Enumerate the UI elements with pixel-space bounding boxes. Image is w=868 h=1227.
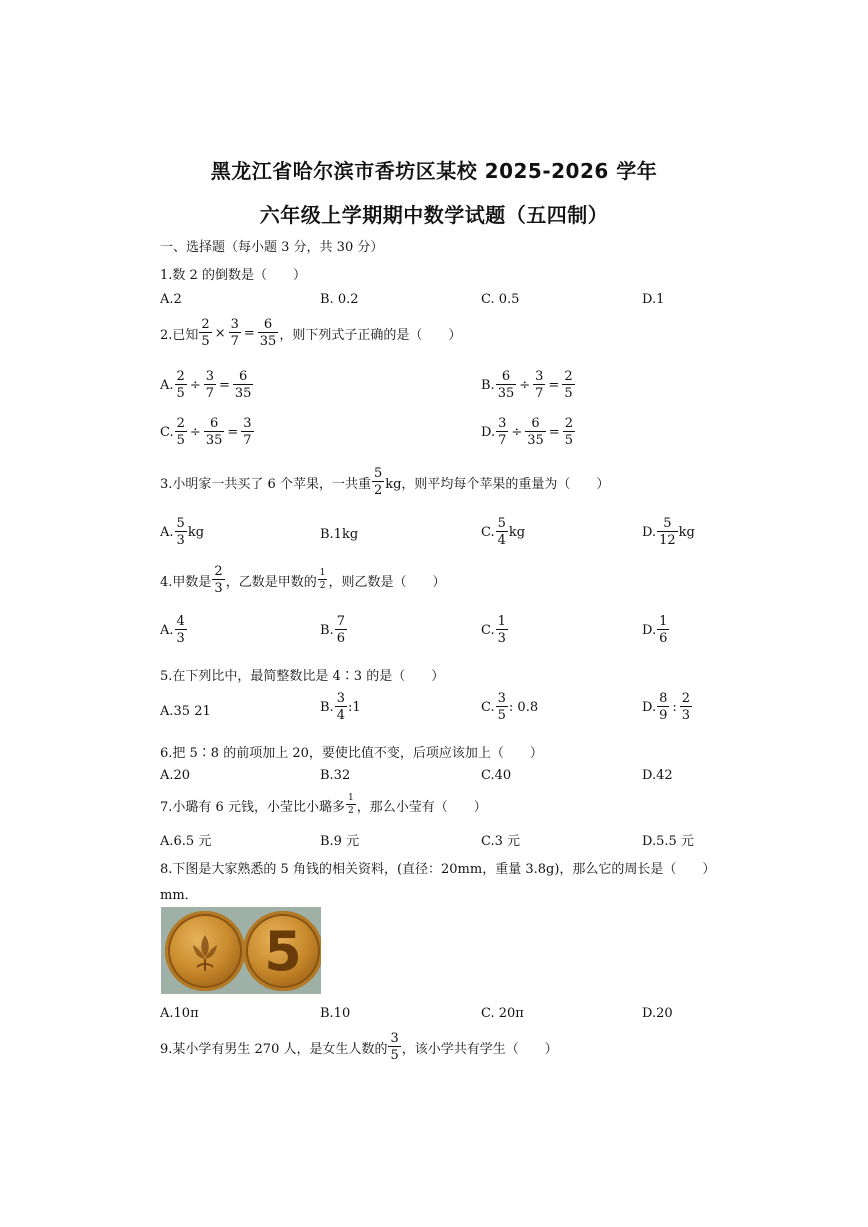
exam-title-line1: 黑龙江省哈尔滨市香坊区某校 2025-2026 学年: [210, 159, 658, 183]
question-5-option-b: B. $\frac{3}{4}$ :1: [320, 691, 361, 723]
question-8-option-b: B.10: [320, 1006, 351, 1021]
question-1-option-c: C. 0.5: [481, 292, 520, 307]
coin-back-denomination: [243, 911, 321, 991]
question-8-option-a: A.10π: [160, 1006, 199, 1021]
fraction: $\frac{3}{7}$: [230, 317, 239, 349]
coin-denomination-digit: 5: [264, 919, 302, 983]
question-4-option-a: A. $\frac{4}{3}$: [160, 614, 185, 646]
question-3-option-a: A. $\frac{5}{3}$ kg: [160, 516, 205, 548]
question-5-option-c: C. $\frac{3}{5}$ : 0.8: [481, 691, 539, 723]
question-8-option-c: C. 20π: [481, 1006, 524, 1021]
coin-front-lotus: [165, 911, 245, 991]
question-7-option-c: C.3 元: [481, 834, 521, 849]
question-1-option-d: D.1: [642, 292, 665, 307]
question-7-option-a: A.6.5 元: [160, 834, 212, 849]
question-9-stem: 9.某小学有男生 270 人，是女生人数的 $\frac{3}{5}$ ，该小学共有学生（ ）: [160, 1031, 558, 1063]
question-7-stem: 7.小璐有 6 元钱，小莹比小璐多 $\frac{1}{2}$ ，那么小莹有（ ）: [160, 793, 487, 816]
question-2-option-b: B. $\frac{6}{35}$ ÷ $\frac{3}{7}$ = $\frac{2}{5}$: [481, 369, 573, 401]
question-1-stem: 1.数 2 的倒数是（ ）: [160, 268, 306, 283]
fraction: $\frac{2}{5}$: [201, 317, 210, 349]
question-1-option-b: B. 0.2: [320, 292, 359, 307]
question-2-option-c: C. $\frac{2}{5}$ ÷ $\frac{6}{35}$ = $\frac{3}{7}$: [160, 416, 252, 448]
question-4-option-d: D. $\frac{1}{6}$: [642, 614, 668, 646]
question-2-prefix: 2.已知: [160, 327, 199, 343]
question-6-option-c: C.40: [481, 768, 512, 783]
fraction: $\frac{5}{2}$: [373, 466, 383, 498]
question-1-option-a: A.2: [160, 292, 182, 307]
question-3-option-b: B.1kg: [320, 527, 359, 542]
question-4-option-c: C. $\frac{1}{3}$: [481, 614, 506, 646]
question-8-stem-tail: mm．: [160, 888, 198, 903]
question-7-option-b: B.9 元: [320, 834, 360, 849]
question-2-option-d: D. $\frac{3}{7}$ ÷ $\frac{6}{35}$ = $\frac{2}{5}$: [481, 416, 574, 448]
exam-title-line2: 六年级上学期期中数学试题（五四制）: [259, 203, 609, 227]
question-6-option-a: A.20: [160, 768, 191, 783]
question-2-option-a: A. $\frac{2}{5}$ ÷ $\frac{3}{7}$ = $\frac{6}{35}$: [160, 369, 252, 401]
question-7-option-d: D.5.5 元: [642, 834, 694, 849]
question-5-stem: 5.在下列比中，最简整数比是 4∶3 的是（ ）: [160, 669, 445, 684]
question-5-option-d: D. $\frac{8}{9}$ : $\frac{2}{3}$: [642, 691, 691, 723]
question-2-stem: 2.已知 $\frac{2}{5}$ × $\frac{3}{7}$ = $\frac{6}{35}$ ，则下列式子正确的是（ ）: [160, 317, 462, 349]
question-5-option-a: A.35 21: [160, 704, 211, 719]
question-6-option-b: B.32: [320, 768, 351, 783]
question-4-option-b: B. $\frac{7}{6}$: [320, 614, 345, 646]
question-6-option-d: D.42: [642, 768, 673, 783]
lotus-icon: [185, 929, 225, 973]
question-3-stem: 3.小明家一共买了 6 个苹果，一共重 $\frac{5}{2}$ kg，则平均每个苹果的重量为（ ）: [160, 466, 610, 498]
question-8-option-d: D.20: [642, 1006, 673, 1021]
question-3-option-d: D. $\frac{5}{12}$ kg: [642, 516, 695, 548]
question-3-option-c: C. $\frac{5}{4}$ kg: [481, 516, 526, 548]
question-6-stem: 6.把 5∶8 的前项加上 20，要使比值不变，后项应该加上（ ）: [160, 746, 543, 761]
coin-photo: [161, 907, 321, 994]
section-heading: 一、选择题（每小题 3 分，共 30 分）: [160, 240, 384, 255]
question-4-stem: 4.甲数是 $\frac{2}{3}$ ，乙数是甲数的 $\frac{1}{2}$ ，则乙数是（ ）: [160, 564, 446, 596]
question-8-stem: 8.下图是大家熟悉的 5 角钱的相关资料，(直径：20mm，重量 3.8g)，那么它的周长是（ ）: [160, 862, 716, 877]
fraction: $\frac{6}{35}$: [259, 317, 277, 349]
question-2-suffix: ，则下列式子正确的是（ ）: [279, 327, 462, 343]
